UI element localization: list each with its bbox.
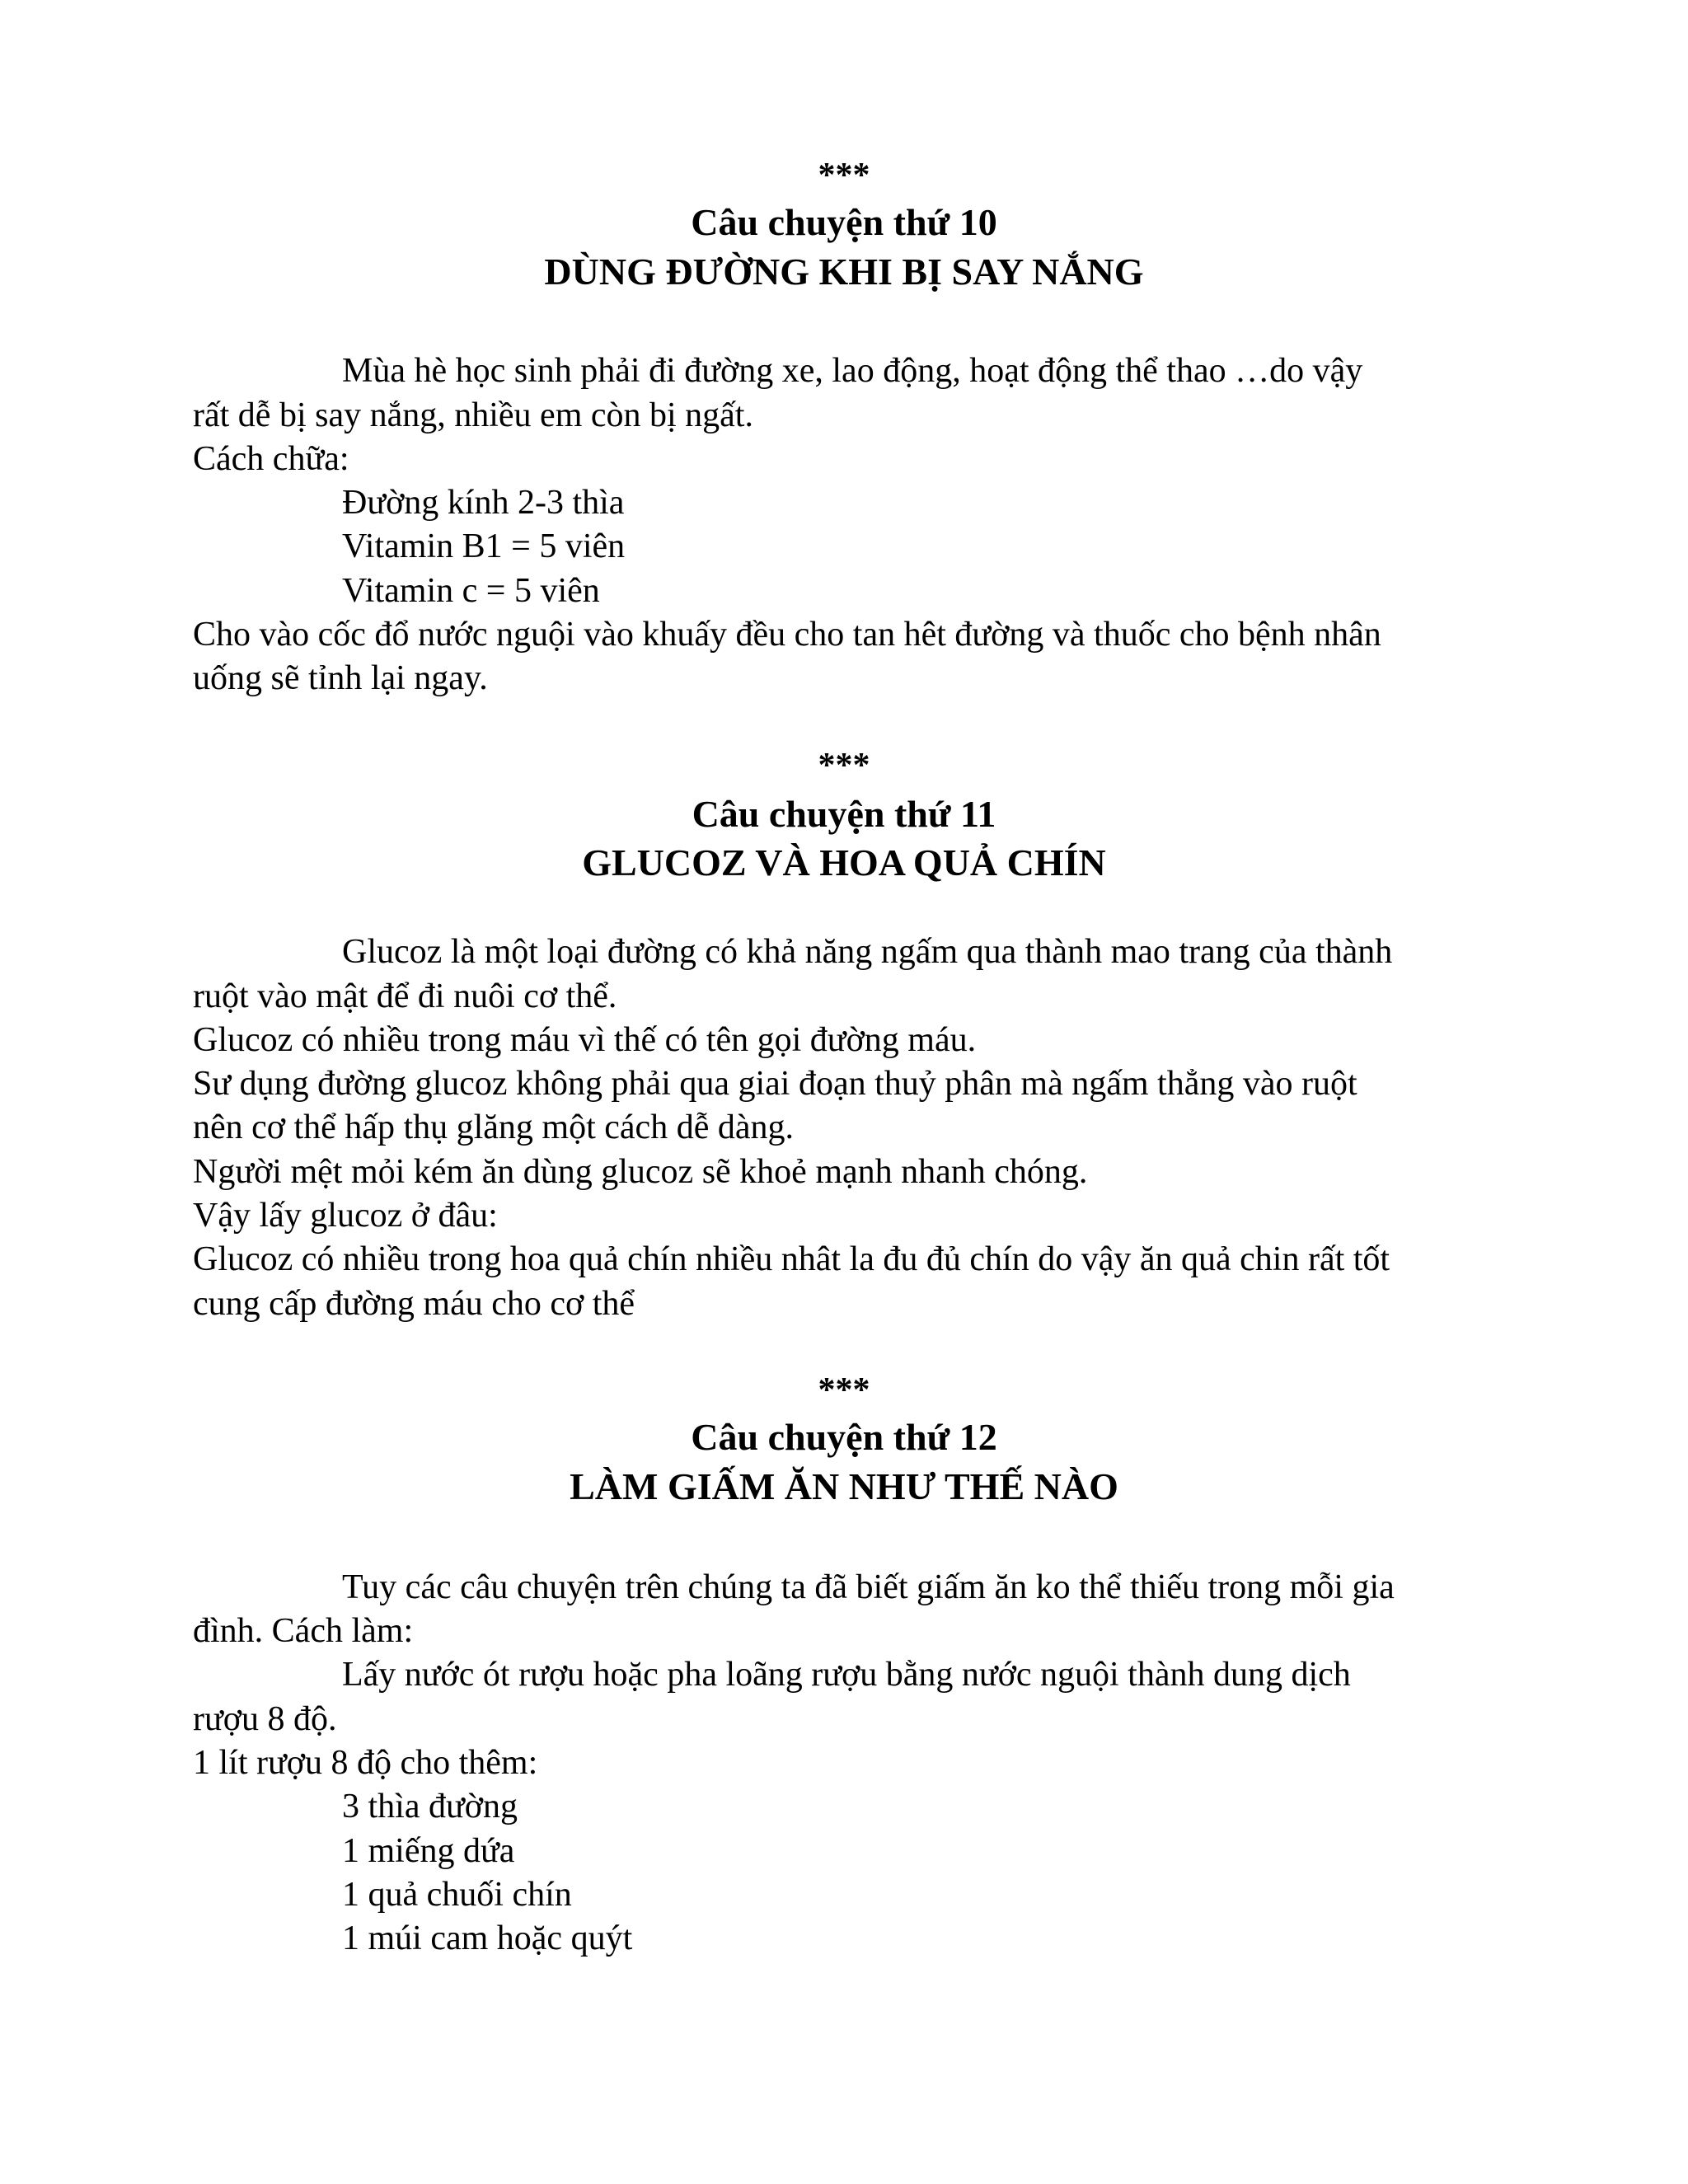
section-divider: ***: [818, 747, 870, 785]
story-number: Câu chuyện thứ 10: [691, 201, 997, 243]
paragraph-line: Mùa hè học sinh phải đi đường xe, lao động, hoạt động thể thao …do vậy: [342, 352, 1363, 390]
story-number: Câu chuyện thứ 11: [692, 793, 996, 835]
paragraph-line: Người mệt mỏi kém ăn dùng glucoz sẽ khoẻ mạnh nhanh chóng.: [193, 1153, 1088, 1191]
paragraph-line: Cho vào cốc đổ nước nguội vào khuấy đều cho tan hêt đường và thuốc cho bệnh nhân: [193, 616, 1381, 654]
section-divider: ***: [818, 1371, 870, 1409]
paragraph-line: cung cấp đường máu cho cơ thể: [193, 1285, 635, 1323]
section-divider: ***: [818, 157, 870, 194]
paragraph-line: nên cơ thể hấp thụ glăng một cách dễ dàng.: [193, 1108, 794, 1146]
list-item: 3 thìa đường: [342, 1788, 518, 1825]
story-number: Câu chuyện thứ 12: [691, 1416, 997, 1458]
paragraph-line: Lấy nước ót rượu hoặc pha loãng rượu bằng nước nguội thành dung dịch: [342, 1656, 1351, 1694]
story-title: DÙNG ĐƯỜNG KHI BỊ SAY NẮNG: [544, 251, 1144, 293]
paragraph-line: 1 lít rượu 8 độ cho thêm:: [193, 1744, 538, 1782]
paragraph-line: Glucoz có nhiều trong máu vì thế có tên gọi đường máu.: [193, 1021, 977, 1059]
paragraph-line: rất dễ bị say nắng, nhiều em còn bị ngất.: [193, 396, 753, 434]
list-item: Đường kính 2-3 thìa: [342, 484, 625, 522]
paragraph-line: Cách chữa:: [193, 440, 349, 478]
paragraph-line: rượu 8 độ.: [193, 1700, 337, 1738]
story-title: GLUCOZ VÀ HOA QUẢ CHÍN: [582, 841, 1106, 883]
list-item: Vitamin c = 5 viên: [342, 572, 600, 610]
paragraph-line: đình. Cách làm:: [193, 1612, 414, 1650]
paragraph-line: Tuy các câu chuyện trên chúng ta đã biết giấm ăn ko thể thiếu trong mỗi gia: [342, 1568, 1395, 1606]
story-title: LÀM GIẤM ĂN NHƯ THẾ NÀO: [570, 1465, 1118, 1507]
list-item: Vitamin B1 = 5 viên: [342, 527, 626, 565]
paragraph-line: uống sẽ tỉnh lại ngay.: [193, 659, 488, 697]
paragraph-line: Glucoz là một loại đường có khả năng ngấm qua thành mao trang của thành: [342, 933, 1393, 971]
list-item: 1 múi cam hoặc quýt: [342, 1919, 633, 1957]
paragraph-line: Sư dụng đường glucoz không phải qua giai đoạn thuỷ phân mà ngấm thẳng vào ruột: [193, 1065, 1357, 1103]
list-item: 1 quả chuối chín: [342, 1876, 572, 1914]
list-item: 1 miếng dứa: [342, 1832, 515, 1870]
paragraph-line: Glucoz có nhiều trong hoa quả chín nhiều nhât la đu đủ chín do vậy ăn quả chin rất tốt: [193, 1240, 1390, 1278]
paragraph-line: Vậy lấy glucoz ở đâu:: [193, 1197, 498, 1235]
paragraph-line: ruột vào mật để đi nuôi cơ thể.: [193, 977, 617, 1015]
